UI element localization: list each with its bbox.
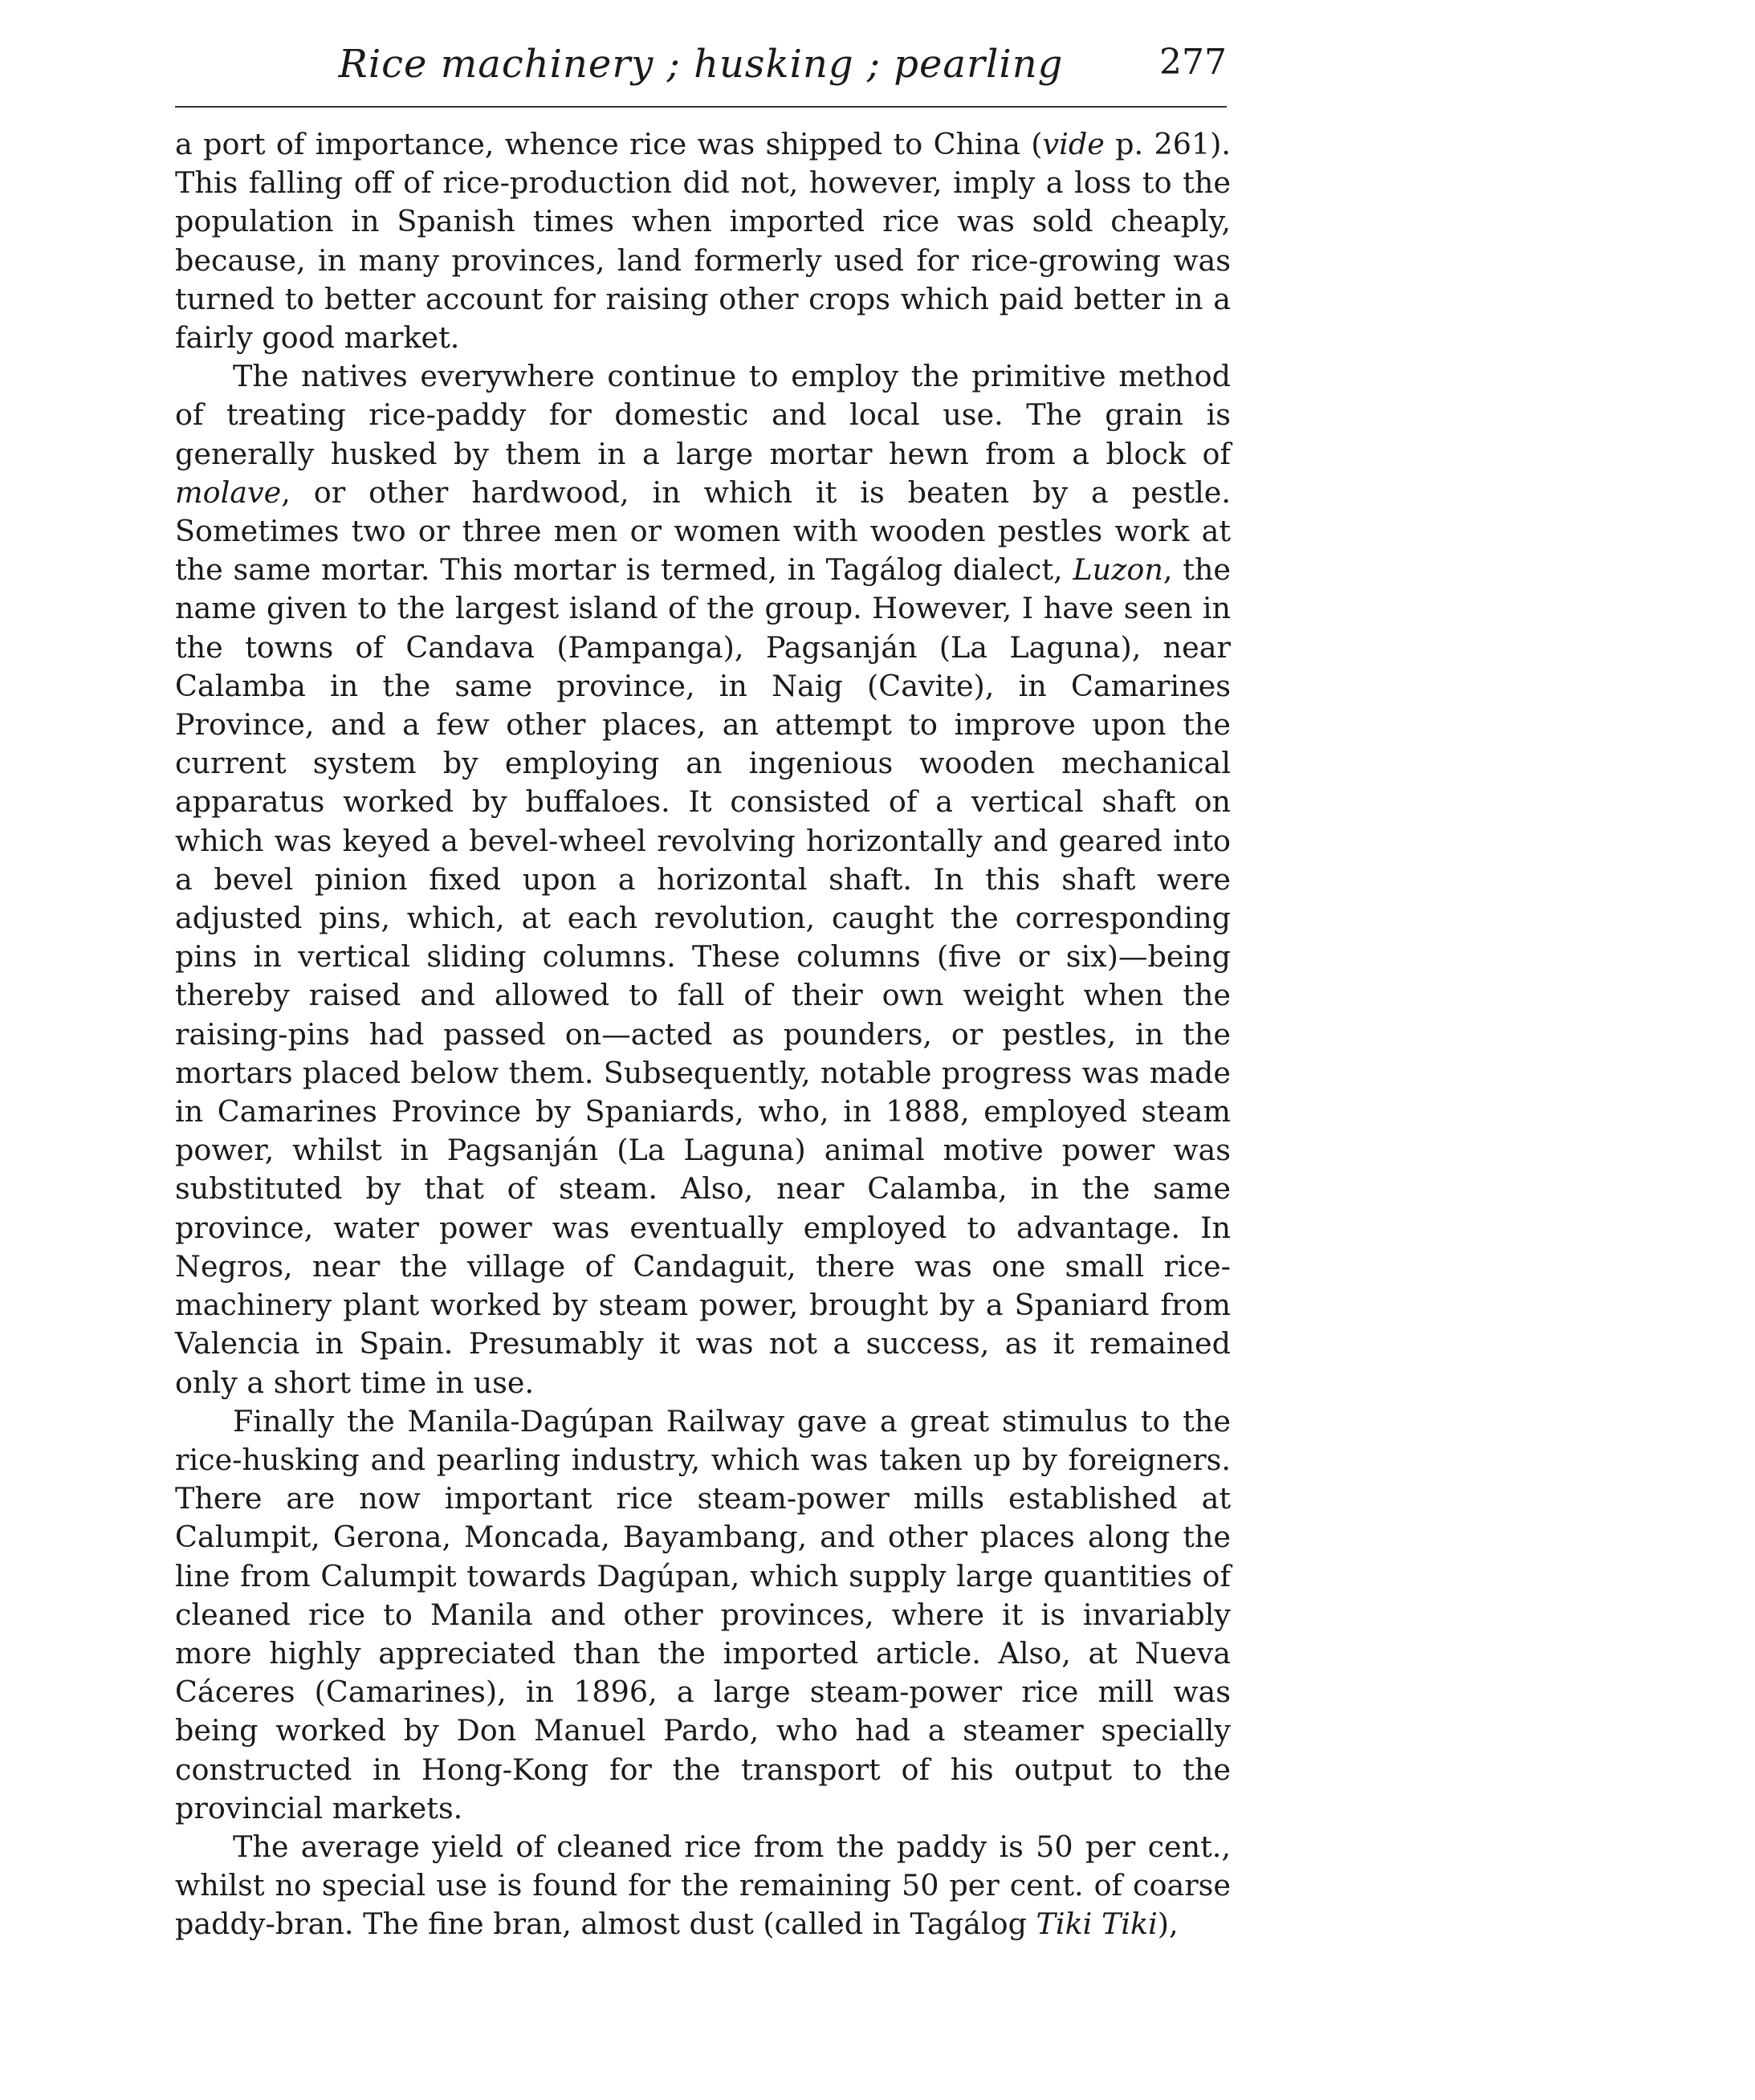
- text-run: , or other hardwood, in which it is beaten by a pestle. Sometimes two or three men or women with wooden pestles work at the same mortar. This mortar is termed, in Tagálog dialect,: [175, 474, 1231, 588]
- running-title: Rice machinery ; husking ; pearling: [338, 42, 1064, 87]
- text-run: The average yield of cleaned rice from the paddy is 50 per cent., whilst no special use is found for the remaining 50 per cent. of coarse paddy-bran. The fine bran, almost dust (called in Tagálog: [175, 1829, 1231, 1942]
- page-number: 277: [1159, 42, 1227, 83]
- paragraph: [175, 1402, 1231, 1828]
- header-rule: [175, 106, 1227, 108]
- text-run: ),: [1157, 1907, 1179, 1942]
- body-text: [175, 125, 1231, 1944]
- paragraph: [175, 125, 1231, 357]
- italic-term: Tiki Tiki: [1036, 1907, 1158, 1942]
- italic-term: Luzon: [1073, 552, 1163, 588]
- text-run: The natives everywhere continue to employ the primitive method of treating rice-paddy for domestic and local use. The grain is generally husked by them in a large mortar hewn from a block of: [175, 359, 1231, 471]
- paragraph: [175, 1828, 1231, 1944]
- text-run: p. 261). This falling off of rice-production did not, however, imply a loss to the population in Spanish times when imported rice was sold cheaply, because, in many provinces, land formerly used for rice-growing was turned to better account for raising other crops which paid better in a fairly good market.: [175, 127, 1231, 356]
- text-run: , the name given to the largest island of the group. However, I have seen in the towns of Candava (Pampanga), Pagsanján (La Laguna), near Calamba in the same province, in Naig (Cavite), in Camarines Province, and a few other places, an attempt to improve upon the current system by employing an ingenious wooden mechanical apparatus worked by buffaloes. It consisted of a vertical shaft on which was keyed a bevel-wheel revolving horizontally and geared into a bevel pinion fixed upon a horizontal shaft. In this shaft were adjusted pins, which, at each revolution, caught the corresponding pins in vertical sliding columns. These columns (five or six)—being thereby raised and allowed to fall of their own weight when the raising-pins had passed on—acted as pounders, or pestles, in the mortars placed below them. Subsequently, notable progress was made in Camarines Province by Spaniards, who, in 1888, employed steam power, whilst in Pagsanján (La Laguna) animal motive power was substituted by that of steam. Also, near Calamba, in the same province, water power was eventually employed to advantage. In Negros, near the village of Candaguit, there was one small rice-machinery plant worked by steam power, brought by a Spaniard from Valencia in Spain. Presumably it was not a success, as it remained only a short time in use.: [175, 552, 1231, 1400]
- italic-term: vide: [1042, 127, 1105, 161]
- text-run: a port of importance, whence rice was shipped to China (: [175, 127, 1043, 161]
- italic-term: molave: [175, 474, 282, 510]
- paragraph: [175, 357, 1231, 1402]
- text-run: Finally the Manila-Dagúpan Railway gave a great stimulus to the rice-husking and pearling industry, which was taken up by foreigners. There are now important rice steam-power mills established at Calumpit, Gerona, Moncada, Bayambang, and other places along the line from Calumpit towards Dagúpan, which supply large quantities of cleaned rice to Manila and other provinces, where it is invariably more highly appreciated than the imported article. Also, at Nueva Cáceres (Camarines), in 1896, a large steam-power rice mill was being worked by Don Manuel Pardo, who had a steamer specially constructed in Hong-Kong for the transport of his output to the provincial markets.: [175, 1403, 1231, 1825]
- page-header: [175, 42, 1227, 98]
